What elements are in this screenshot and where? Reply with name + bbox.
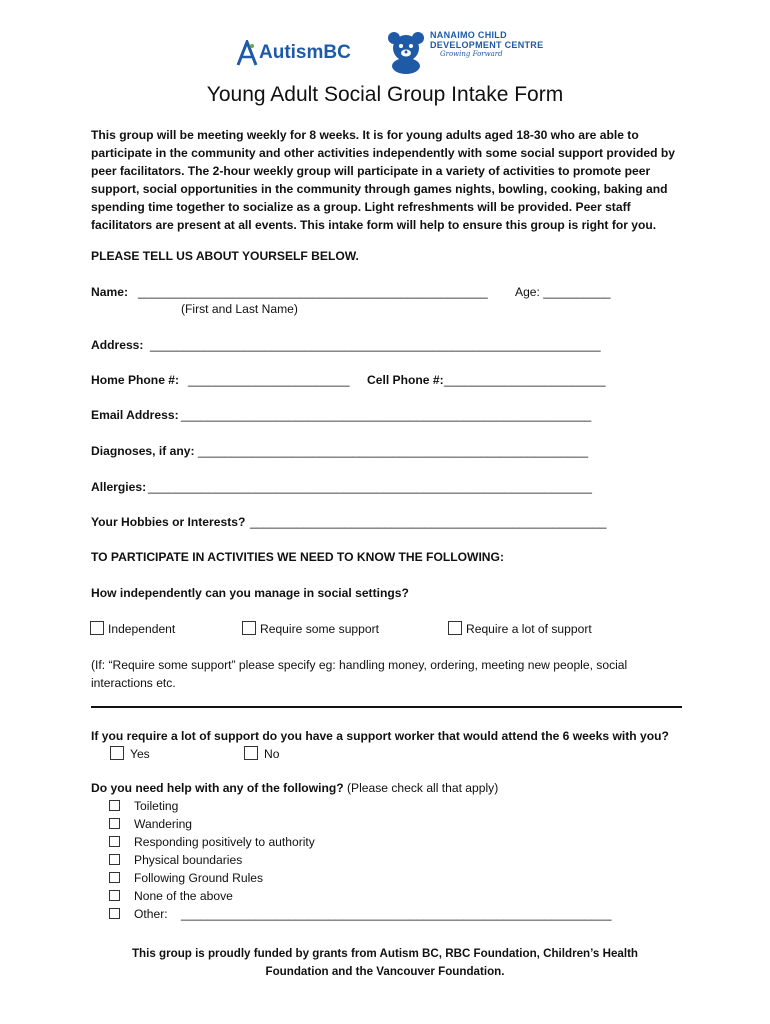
help-item-label: Wandering bbox=[134, 817, 193, 831]
help-item[interactable] bbox=[109, 889, 233, 903]
diagnoses-label: Diagnoses, if any: bbox=[91, 444, 195, 458]
option-no-label: No bbox=[264, 747, 280, 761]
diagnoses-row bbox=[91, 444, 195, 458]
help-item-label: Other: bbox=[134, 907, 168, 921]
home-phone-label: Home Phone #: bbox=[91, 373, 180, 387]
name-row bbox=[91, 285, 128, 299]
option-some-support-label: Require some support bbox=[260, 622, 379, 636]
funding-footer-text: This group is proudly funded by grants from Autism BC, RBC Foundation, Children’s Health Foundation and the Vancouver Foundation. bbox=[131, 947, 639, 978]
help-item[interactable] bbox=[109, 817, 192, 831]
allergies-field[interactable]: __________________________________________________________________ bbox=[148, 480, 592, 494]
specify-answer-line[interactable] bbox=[91, 706, 682, 708]
option-no[interactable] bbox=[244, 746, 279, 761]
section-heading-participation: TO PARTICIPATE IN ACTIVITIES WE NEED TO KNOW THE FOLLOWING: bbox=[91, 550, 504, 564]
help-item[interactable] bbox=[109, 799, 178, 813]
help-question: Do you need help with any of the following? bbox=[91, 781, 344, 795]
name-label: Name: bbox=[91, 285, 128, 299]
age-row bbox=[515, 285, 611, 299]
help-note: (Please check all that apply) bbox=[347, 781, 499, 795]
home-phone-row bbox=[91, 373, 179, 387]
age-label: Age: bbox=[515, 285, 540, 299]
option-lot-of-support-label: Require a lot of support bbox=[466, 622, 592, 636]
yes-checkbox[interactable] bbox=[110, 746, 124, 760]
section-heading-about-you: PLEASE TELL US ABOUT YOURSELF BELOW. bbox=[91, 249, 359, 263]
help-question-row bbox=[91, 781, 498, 795]
no-checkbox[interactable] bbox=[244, 746, 258, 760]
help-item[interactable] bbox=[109, 907, 168, 921]
other-field[interactable]: ________________________________________________________________ bbox=[181, 907, 612, 921]
independence-question: How independently can you manage in social settings? bbox=[91, 586, 409, 600]
email-label: Email Address: bbox=[91, 408, 179, 422]
help-item-label: Toileting bbox=[134, 799, 179, 813]
help-item-label: None of the above bbox=[134, 889, 233, 903]
hobbies-label: Your Hobbies or Interests? bbox=[91, 515, 246, 529]
help-item-label: Responding positively to authority bbox=[134, 835, 315, 849]
age-field[interactable]: __________ bbox=[543, 285, 611, 299]
teddy-bear-icon bbox=[386, 30, 426, 74]
allergies-label: Allergies: bbox=[91, 480, 147, 494]
cell-phone-label: Cell Phone #: bbox=[367, 373, 444, 387]
cell-phone-row bbox=[367, 373, 444, 387]
cell-phone-field[interactable]: ________________________ bbox=[444, 373, 606, 387]
nanaimo-logo-line2: DEVELOPMENT CENTRE bbox=[430, 40, 544, 50]
hobbies-field[interactable]: _____________________________________________________ bbox=[250, 515, 607, 529]
help-item-label: Following Ground Rules bbox=[134, 871, 264, 885]
email-field[interactable]: _____________________________________________________________ bbox=[181, 408, 592, 422]
name-hint: (First and Last Name) bbox=[181, 302, 298, 316]
option-independent[interactable] bbox=[90, 621, 175, 636]
option-yes[interactable] bbox=[110, 746, 150, 761]
help-item[interactable] bbox=[109, 871, 263, 885]
authority-checkbox[interactable] bbox=[109, 836, 120, 847]
option-yes-label: Yes bbox=[130, 747, 150, 761]
option-some-support[interactable] bbox=[242, 621, 379, 636]
help-item[interactable] bbox=[109, 835, 315, 849]
option-lot-of-support[interactable] bbox=[448, 621, 592, 636]
home-phone-field[interactable]: ________________________ bbox=[188, 373, 350, 387]
nanaimo-logo-line1: NANAIMO CHILD bbox=[430, 30, 507, 40]
hobbies-row bbox=[91, 515, 245, 529]
allergies-row bbox=[91, 480, 146, 494]
other-checkbox[interactable] bbox=[109, 908, 120, 919]
wandering-checkbox[interactable] bbox=[109, 818, 120, 829]
boundaries-checkbox[interactable] bbox=[109, 854, 120, 865]
address-label: Address: bbox=[91, 338, 144, 352]
support-worker-question: If you require a lot of support do you have a support worker that would attend the 6 weeks with you? bbox=[91, 729, 669, 743]
funding-footer bbox=[0, 945, 770, 981]
address-field[interactable]: ___________________________________________________________________ bbox=[150, 338, 601, 352]
none-checkbox[interactable] bbox=[109, 890, 120, 901]
diagnoses-field[interactable]: __________________________________________________________ bbox=[198, 444, 589, 458]
specify-note: (If: “Require some support” please specify eg: handling money, ordering, meeting new people, social interactions etc. bbox=[91, 658, 628, 690]
option-independent-label: Independent bbox=[108, 622, 176, 636]
intro-paragraph: This group will be meeting weekly for 8 weeks. It is for young adults aged 18-30 who are able to participate in the community and other activities independently with some social support provided by peer facilitators. The 2-hour weekly group will participate in a variety of activities to promote peer support, social opportunities in the community through games nights, bowling, cooking, baking and spending time together to socialize as a group. Light refreshments will be provided. Peer staff facilitators are present at all events. This intake form will help to ensure this group is right for you. bbox=[91, 128, 675, 232]
form-title: Young Adult Social Group Intake Form bbox=[206, 83, 564, 106]
independent-checkbox[interactable] bbox=[90, 621, 104, 635]
help-item[interactable] bbox=[109, 853, 242, 867]
toileting-checkbox[interactable] bbox=[109, 800, 120, 811]
lot-of-support-checkbox[interactable] bbox=[448, 621, 462, 635]
autism-bc-logo-text: AutismBC bbox=[259, 42, 351, 63]
name-field[interactable]: ____________________________________________________ bbox=[138, 285, 488, 299]
email-row bbox=[91, 408, 179, 422]
nanaimo-cdc-logo bbox=[386, 30, 543, 74]
nanaimo-logo-tagline: Growing Forward bbox=[440, 50, 503, 58]
some-support-checkbox[interactable] bbox=[242, 621, 256, 635]
address-row bbox=[91, 338, 143, 352]
help-item-label: Physical boundaries bbox=[134, 853, 243, 867]
autism-bc-logo bbox=[236, 40, 351, 66]
ground-rules-checkbox[interactable] bbox=[109, 872, 120, 883]
autism-bc-a-icon bbox=[236, 40, 258, 66]
